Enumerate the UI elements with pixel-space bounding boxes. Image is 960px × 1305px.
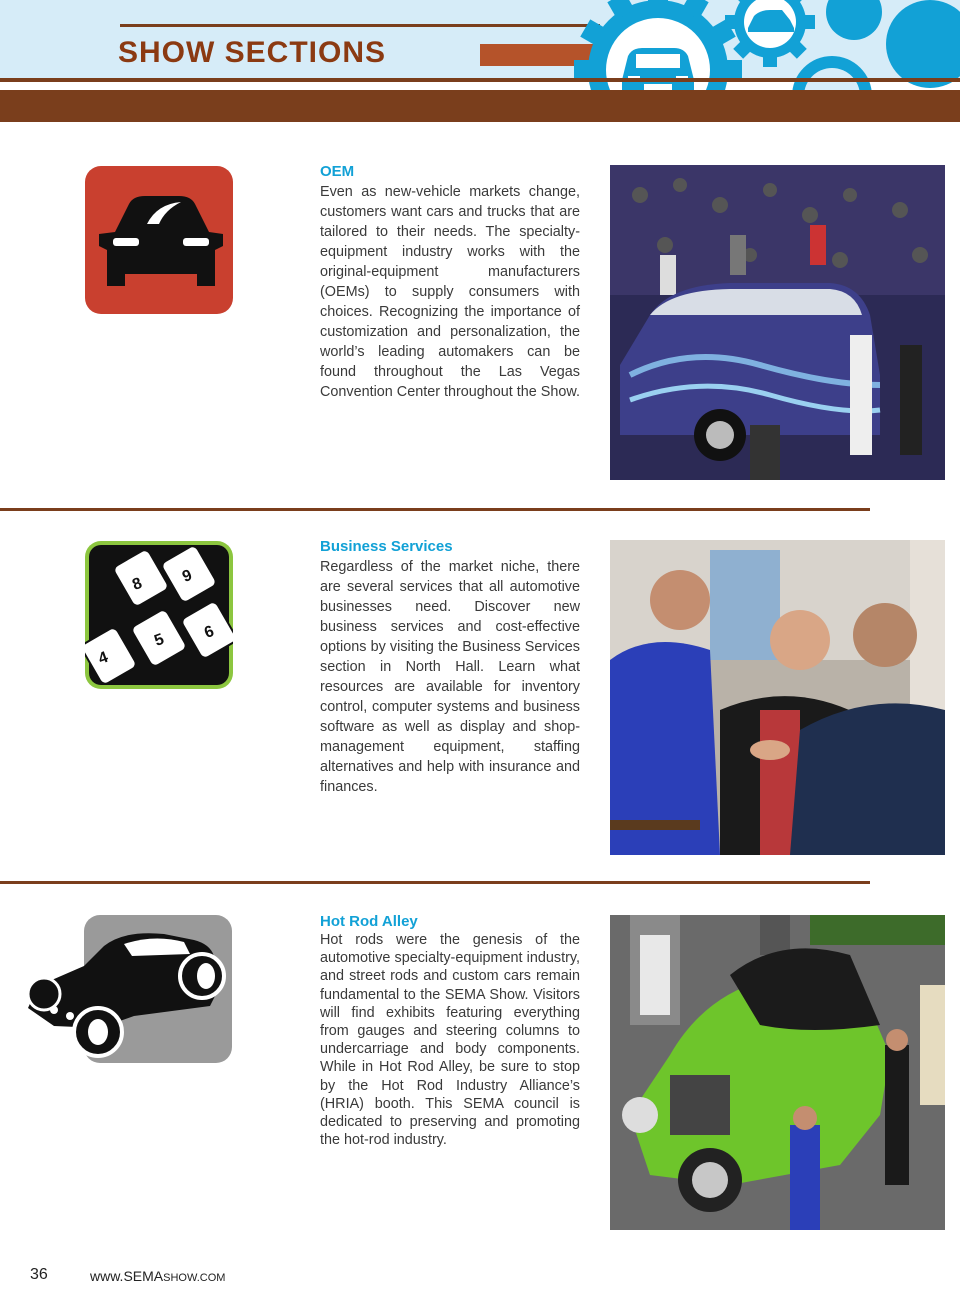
section-title-hot-rod-alley: Hot Rod Alley <box>320 913 418 930</box>
url-prefix: www.SEMA <box>90 1268 164 1284</box>
section-title-business-services: Business Services <box>320 538 453 555</box>
business-services-photo <box>610 540 945 855</box>
section-body-business-services: Regardless of the market niche, there are several services that all automotive businesses need. Discover new business services and cost-effective options by visiting the Business Services section in North Hall. Learn what resources are available for inventory control, computer systems and business software as well as display and shop-management equipment, staffing alternatives and help with insurance and finances. <box>320 559 580 795</box>
url-suffix: .COM <box>196 1272 226 1284</box>
car-front-icon <box>85 166 233 314</box>
section-divider <box>0 881 870 884</box>
header-band <box>0 90 960 122</box>
tile-number: 8 <box>130 574 145 594</box>
hot-rod-icon <box>14 916 234 1066</box>
footer-url[interactable] <box>90 1268 225 1284</box>
url-show: SHOW <box>163 1272 197 1284</box>
section-title-oem: OEM <box>320 163 355 180</box>
section-body-hot-rod-alley: Hot rods were the genesis of the automotive specialty-equipment industry, and street rods and custom cars remain fundamental to the SEMA Show. Visitors will find exhibits featuring everything from gauges and steering columns to undercarriage and body components. While in Hot Rod Alley, be sure to stop by the Hot Rod Industry Alliance’s (HRIA) booth. This SEMA council is dedicated to preserving and promoting the hot-rod industry. <box>320 932 580 1149</box>
number-tiles-icon <box>85 541 233 689</box>
tile-number: 5 <box>152 630 167 650</box>
header-top-rule <box>120 24 600 27</box>
section-divider <box>0 508 870 511</box>
tile-number: 6 <box>202 622 217 642</box>
oem-photo <box>610 165 945 480</box>
section-body-oem: Even as new-vehicle markets change, customers want cars and trucks that are tailored to their needs. The specialty-equipment industry works with the original-equipment manufacturers (OEMs) to supply consumers with choices. Recognizing the importance of customization and personalization, the world’s leading automakers can be found throughout the Las Vegas Convention Center throughout the Show. <box>320 184 581 400</box>
tile-number: 9 <box>180 566 195 586</box>
page-number: 36 <box>30 1266 48 1283</box>
tile-number: 4 <box>96 648 111 668</box>
header-rule <box>0 78 960 82</box>
page-title: SHOW SECTIONS <box>118 36 387 69</box>
hot-rod-alley-photo <box>610 915 945 1230</box>
